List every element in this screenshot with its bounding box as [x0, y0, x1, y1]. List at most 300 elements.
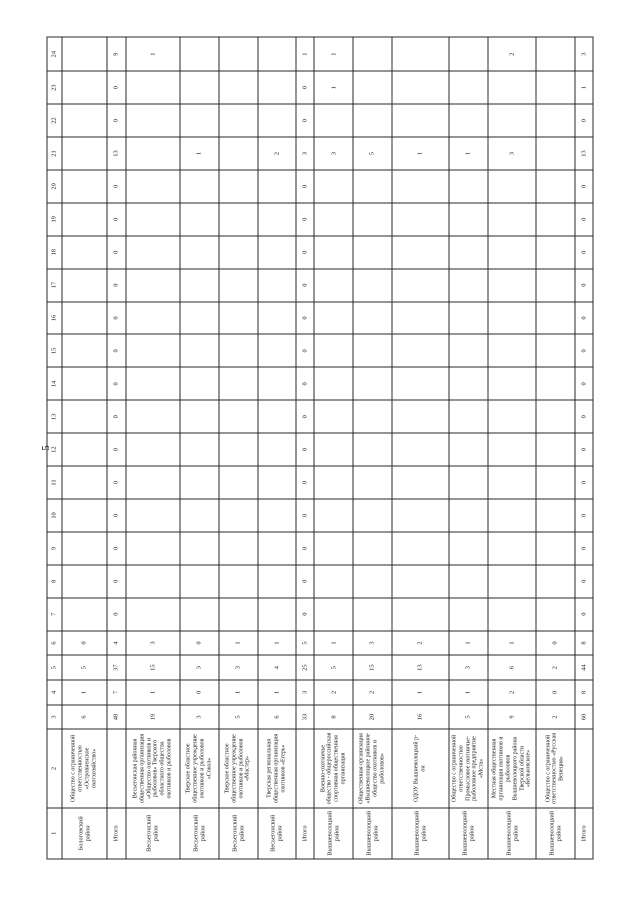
value-cell	[392, 367, 449, 400]
organization-cell: Общество с ограниченной ответственностью Промысловое охотничье-рыболовное предприятие «Мста»	[449, 729, 489, 807]
value-cell	[449, 37, 489, 71]
value-cell	[314, 598, 353, 631]
value-cell	[314, 170, 353, 203]
value-cell: 1	[258, 680, 297, 705]
value-cell: 0	[575, 334, 593, 367]
value-cell	[180, 37, 219, 71]
value-cell: 13	[575, 137, 593, 170]
value-cell	[314, 334, 353, 367]
value-cell: 0	[296, 302, 314, 335]
value-cell	[314, 466, 353, 499]
value-cell	[219, 269, 258, 302]
value-cell	[258, 71, 297, 104]
value-cell	[126, 137, 181, 170]
organization-cell: Тверское областное общественное учреждение охотников и рыболовов «Сокол»	[180, 729, 219, 807]
value-cell	[353, 499, 392, 532]
value-cell	[536, 302, 575, 335]
value-cell	[180, 236, 219, 269]
value-cell	[126, 565, 181, 598]
value-cell	[180, 170, 219, 203]
value-cell	[258, 104, 297, 137]
value-cell: 3	[180, 655, 219, 680]
value-cell: 1	[392, 680, 449, 705]
value-cell	[449, 302, 489, 335]
value-cell: 1	[314, 631, 353, 656]
value-cell	[353, 532, 392, 565]
value-cell	[449, 334, 489, 367]
value-cell	[449, 400, 489, 433]
value-cell	[258, 400, 297, 433]
value-cell	[219, 565, 258, 598]
table-body	[47, 37, 593, 859]
value-cell	[353, 302, 392, 335]
total-row	[296, 37, 314, 859]
organization-cell: Местная общественная организация охотников и рыболовов Вышневолоцкого района Тверской области «Бельковское»	[488, 729, 536, 807]
value-cell	[180, 334, 219, 367]
value-cell: 2	[258, 137, 297, 170]
value-cell	[488, 71, 536, 104]
value-cell	[353, 466, 392, 499]
value-cell	[449, 433, 489, 466]
value-cell: 4	[107, 631, 125, 656]
value-cell: 0	[107, 170, 125, 203]
value-cell: 1	[449, 137, 489, 170]
value-cell	[62, 466, 108, 499]
organization-cell: ОДОУ Вышневолоцкий р-он	[392, 729, 449, 807]
value-cell	[392, 598, 449, 631]
district-cell: Бологовский район	[62, 808, 108, 859]
value-cell	[314, 433, 353, 466]
value-cell: 0	[575, 367, 593, 400]
district-cell: Вышневолоцкий район	[392, 808, 449, 859]
value-cell	[180, 104, 219, 137]
value-cell	[62, 37, 108, 71]
value-cell	[62, 137, 108, 170]
value-cell	[126, 236, 181, 269]
value-cell: 0	[296, 203, 314, 236]
value-cell: 20	[353, 705, 392, 730]
value-cell: 0	[296, 466, 314, 499]
value-cell: 1	[258, 631, 297, 656]
value-cell	[314, 532, 353, 565]
table-row	[258, 37, 297, 859]
value-cell	[126, 400, 181, 433]
value-cell: 0	[107, 302, 125, 335]
value-cell	[62, 334, 108, 367]
organization-cell: Тверская региональная общественная организация охотников «Егерь»	[258, 729, 297, 807]
value-cell	[258, 532, 297, 565]
value-cell: 0	[107, 236, 125, 269]
value-cell	[314, 499, 353, 532]
value-cell: 0	[180, 631, 219, 656]
value-cell: 0	[296, 433, 314, 466]
value-cell: 2	[353, 680, 392, 705]
value-cell: 0	[575, 170, 593, 203]
value-cell	[449, 499, 489, 532]
value-cell: 1	[488, 631, 536, 656]
value-cell	[353, 334, 392, 367]
value-cell	[392, 71, 449, 104]
value-cell	[258, 433, 297, 466]
value-cell	[488, 367, 536, 400]
value-cell: 5	[449, 705, 489, 730]
table-row	[392, 37, 449, 859]
value-cell	[180, 433, 219, 466]
value-cell: 3	[314, 137, 353, 170]
value-cell: 2	[314, 680, 353, 705]
header-cell: 7	[47, 598, 62, 631]
value-cell	[314, 302, 353, 335]
value-cell	[219, 137, 258, 170]
header-cell: 13	[47, 400, 62, 433]
value-cell	[314, 269, 353, 302]
rotated-table-container	[47, 37, 594, 860]
value-cell	[180, 367, 219, 400]
value-cell: 1	[180, 137, 219, 170]
value-cell	[258, 203, 297, 236]
value-cell	[219, 367, 258, 400]
value-cell	[258, 499, 297, 532]
value-cell: 0	[296, 236, 314, 269]
value-cell	[536, 236, 575, 269]
value-cell	[180, 466, 219, 499]
value-cell	[219, 104, 258, 137]
value-cell: 1	[62, 680, 108, 705]
value-cell: 13	[107, 137, 125, 170]
value-cell: 1	[449, 680, 489, 705]
value-cell: 0	[107, 433, 125, 466]
value-cell: 8	[314, 705, 353, 730]
value-cell: 2	[488, 680, 536, 705]
value-cell	[219, 433, 258, 466]
value-cell: 0	[107, 203, 125, 236]
value-cell	[353, 104, 392, 137]
value-cell: 1	[126, 37, 181, 71]
organization-cell: Общественная организация «Вышневолоцкое районное общество охотников и рыболовов»	[353, 729, 392, 807]
value-cell	[219, 71, 258, 104]
header-cell: 1	[47, 808, 62, 859]
value-cell: 0	[107, 565, 125, 598]
value-cell: 0	[296, 400, 314, 433]
value-cell	[392, 532, 449, 565]
value-cell	[62, 400, 108, 433]
value-cell	[488, 302, 536, 335]
value-cell	[314, 565, 353, 598]
value-cell	[219, 170, 258, 203]
total-label: Итого	[296, 808, 314, 859]
value-cell	[126, 71, 181, 104]
value-cell: 9	[488, 705, 536, 730]
value-cell	[392, 499, 449, 532]
table-row	[353, 37, 392, 859]
value-cell: 0	[107, 466, 125, 499]
value-cell: 3	[575, 37, 593, 71]
table-row	[449, 37, 489, 859]
value-cell	[126, 269, 181, 302]
district-cell: Вышневолоцкий район	[314, 808, 353, 859]
district-cell: Весьегонский район	[126, 808, 181, 859]
value-cell: 25	[296, 655, 314, 680]
value-cell	[536, 499, 575, 532]
value-cell: 3	[488, 137, 536, 170]
organization-cell	[575, 729, 593, 807]
value-cell: 3	[353, 631, 392, 656]
value-cell: 5	[353, 137, 392, 170]
value-cell: 8	[575, 631, 593, 656]
value-cell	[62, 499, 108, 532]
value-cell	[314, 367, 353, 400]
value-cell: 0	[296, 499, 314, 532]
header-cell: 3	[47, 705, 62, 730]
value-cell	[180, 400, 219, 433]
value-cell: 0	[107, 532, 125, 565]
value-cell	[62, 598, 108, 631]
value-cell	[536, 269, 575, 302]
table-row	[62, 37, 108, 859]
value-cell	[449, 367, 489, 400]
table-row	[536, 37, 575, 859]
district-cell: Вышневолоцкий район	[449, 808, 489, 859]
value-cell: 0	[296, 334, 314, 367]
value-cell	[219, 499, 258, 532]
organization-cell: Военно-охотничье общество - общероссийская спортивная общественная организация	[314, 729, 353, 807]
value-cell: 0	[296, 565, 314, 598]
value-cell	[126, 532, 181, 565]
organization-cell: Общество с ограниченной ответственностью «Русская Венеция»	[536, 729, 575, 807]
table-row	[180, 37, 219, 859]
table-row	[488, 37, 536, 859]
page-number: 5	[40, 445, 52, 451]
value-cell	[180, 565, 219, 598]
value-cell	[449, 170, 489, 203]
value-cell	[392, 302, 449, 335]
value-cell	[126, 499, 181, 532]
value-cell: 0	[107, 71, 125, 104]
organization-cell: Весьегонская районная общественная организация «Общество охотников и рыболовов» Тверского областного общества охотников и рыболовов	[126, 729, 181, 807]
value-cell	[488, 203, 536, 236]
value-cell	[353, 433, 392, 466]
table-row	[126, 37, 181, 859]
district-cell: Весьегонский район	[219, 808, 258, 859]
organization-cell: Тверское областное общественное учреждение охотников и рыболовов «Мастер»	[219, 729, 258, 807]
value-cell	[180, 269, 219, 302]
district-cell: Весьегонский район	[180, 808, 219, 859]
district-cell: Вышневолоцкий район	[488, 808, 536, 859]
value-cell	[536, 170, 575, 203]
value-cell	[180, 532, 219, 565]
value-cell	[392, 269, 449, 302]
value-cell	[536, 71, 575, 104]
value-cell	[180, 499, 219, 532]
value-cell: 2	[488, 37, 536, 71]
value-cell	[62, 532, 108, 565]
header-cell: 19	[47, 203, 62, 236]
value-cell: 3	[219, 655, 258, 680]
value-cell	[536, 466, 575, 499]
value-cell: 0	[575, 598, 593, 631]
value-cell	[488, 565, 536, 598]
value-cell	[62, 236, 108, 269]
value-cell	[126, 203, 181, 236]
value-cell: 0	[575, 203, 593, 236]
header-cell: 8	[47, 565, 62, 598]
value-cell	[488, 334, 536, 367]
organization-cell	[296, 729, 314, 807]
value-cell: 7	[107, 680, 125, 705]
value-cell	[314, 236, 353, 269]
district-cell: Вышневолоцкий район	[353, 808, 392, 859]
header-cell: 14	[47, 367, 62, 400]
value-cell	[392, 37, 449, 71]
value-cell: 3	[126, 631, 181, 656]
value-cell: 0	[296, 269, 314, 302]
value-cell	[126, 302, 181, 335]
value-cell	[536, 367, 575, 400]
header-cell: 9	[47, 532, 62, 565]
value-cell	[258, 334, 297, 367]
value-cell	[392, 170, 449, 203]
value-cell	[536, 203, 575, 236]
value-cell: 0	[180, 680, 219, 705]
header-cell: 11	[47, 466, 62, 499]
value-cell	[126, 598, 181, 631]
value-cell: 0	[575, 499, 593, 532]
value-cell	[488, 466, 536, 499]
value-cell	[62, 203, 108, 236]
value-cell	[219, 466, 258, 499]
value-cell: 0	[575, 466, 593, 499]
value-cell	[219, 598, 258, 631]
value-cell: 0	[107, 334, 125, 367]
value-cell	[353, 367, 392, 400]
value-cell	[488, 170, 536, 203]
value-cell	[536, 334, 575, 367]
value-cell	[392, 466, 449, 499]
value-cell	[449, 466, 489, 499]
value-cell	[449, 598, 489, 631]
district-cell: Весьегонский район	[258, 808, 297, 859]
value-cell	[126, 466, 181, 499]
value-cell: 0	[575, 236, 593, 269]
value-cell	[258, 598, 297, 631]
value-cell: 5	[314, 655, 353, 680]
value-cell: 1	[314, 37, 353, 71]
value-cell: 0	[575, 269, 593, 302]
organization-cell: Общество с ограниченной ответственностью «Островненское охотхозяйство»	[62, 729, 108, 807]
value-cell: 0	[296, 104, 314, 137]
value-cell: 3	[296, 680, 314, 705]
header-cell: 2	[47, 729, 62, 807]
value-cell: 0	[296, 367, 314, 400]
value-cell	[62, 433, 108, 466]
total-label: Итого	[575, 808, 593, 859]
value-cell	[449, 104, 489, 137]
value-cell: 60	[575, 705, 593, 730]
header-cell: 12	[47, 433, 62, 466]
value-cell: 5	[219, 705, 258, 730]
value-cell: 6	[62, 705, 108, 730]
value-cell: 4	[258, 655, 297, 680]
value-cell	[449, 532, 489, 565]
header-cell: 17	[47, 269, 62, 302]
value-cell: 13	[392, 655, 449, 680]
value-cell	[62, 302, 108, 335]
value-cell	[449, 269, 489, 302]
value-cell	[258, 367, 297, 400]
value-cell	[488, 400, 536, 433]
value-cell	[219, 236, 258, 269]
value-cell	[180, 598, 219, 631]
value-cell: 2	[536, 705, 575, 730]
value-cell	[449, 203, 489, 236]
value-cell	[258, 302, 297, 335]
value-cell	[258, 170, 297, 203]
value-cell	[62, 565, 108, 598]
value-cell	[353, 170, 392, 203]
value-cell	[536, 104, 575, 137]
value-cell: 3	[449, 655, 489, 680]
total-row	[107, 37, 125, 859]
header-cell: 23	[47, 71, 62, 104]
value-cell: 6	[488, 655, 536, 680]
value-cell: 0	[575, 400, 593, 433]
value-cell: 1	[296, 37, 314, 71]
table-row	[314, 37, 353, 859]
value-cell	[219, 37, 258, 71]
value-cell	[536, 598, 575, 631]
header-cell: 20	[47, 170, 62, 203]
value-cell: 5	[62, 655, 108, 680]
value-cell	[258, 565, 297, 598]
value-cell: 1	[392, 137, 449, 170]
header-cell: 18	[47, 236, 62, 269]
header-cell: 10	[47, 499, 62, 532]
value-cell: 0	[107, 598, 125, 631]
value-cell	[219, 334, 258, 367]
value-cell: 1	[219, 680, 258, 705]
value-cell: 19	[126, 705, 181, 730]
value-cell	[353, 37, 392, 71]
value-cell	[62, 367, 108, 400]
value-cell	[536, 400, 575, 433]
value-cell	[62, 104, 108, 137]
value-cell: 1	[219, 631, 258, 656]
value-cell	[219, 203, 258, 236]
value-cell: 0	[575, 532, 593, 565]
value-cell: 0	[575, 565, 593, 598]
value-cell: 0	[536, 631, 575, 656]
value-cell: 2	[536, 655, 575, 680]
value-cell	[353, 269, 392, 302]
total-row	[575, 37, 593, 859]
value-cell	[314, 203, 353, 236]
value-cell: 1	[449, 631, 489, 656]
value-cell	[353, 598, 392, 631]
value-cell	[449, 236, 489, 269]
value-cell	[488, 269, 536, 302]
header-cell: 16	[47, 302, 62, 335]
value-cell: 3	[296, 137, 314, 170]
value-cell	[488, 499, 536, 532]
value-cell: 9	[107, 37, 125, 71]
value-cell	[536, 565, 575, 598]
value-cell	[392, 565, 449, 598]
value-cell: 15	[353, 655, 392, 680]
value-cell	[126, 104, 181, 137]
header-cell: 6	[47, 631, 62, 656]
district-cell: Вышневолоцкий район	[536, 808, 575, 859]
value-cell	[314, 104, 353, 137]
